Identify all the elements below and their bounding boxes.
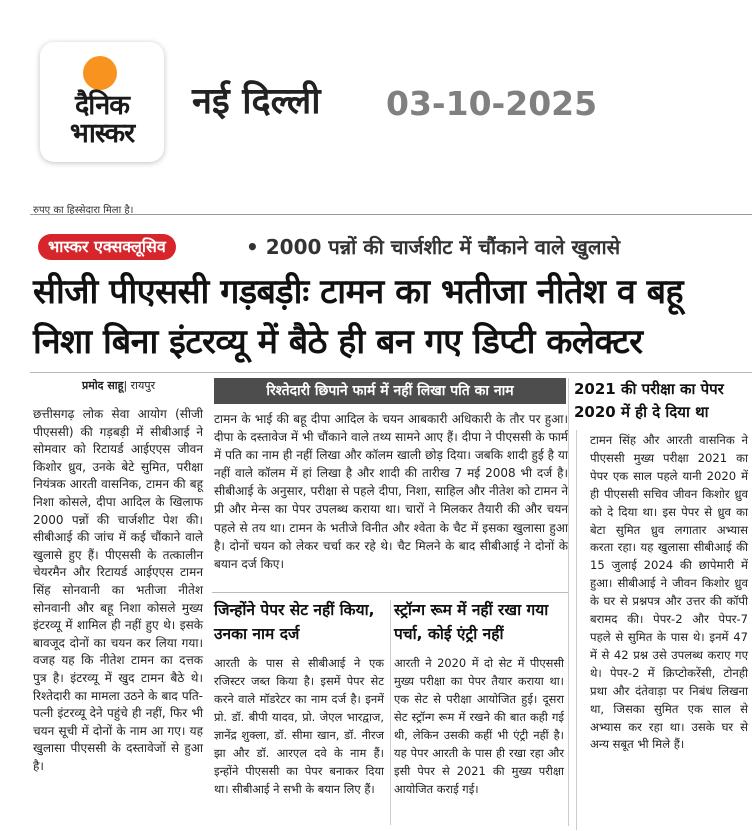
previous-article-cutline: रुपए का हिस्सेदारा मिला है। (33, 205, 134, 216)
logo-text-dainik: दैनिक (74, 90, 130, 121)
byline-city: | रायपुर (123, 379, 156, 392)
exclusive-kicker-badge: भास्कर एक्सक्लूसिव (38, 234, 176, 260)
middle-subhead: रिश्तेदारी छिपाने फार्म में नहीं लिखा पति का नाम (214, 378, 566, 404)
dainik-bhaskar-logo (40, 42, 164, 162)
column-1-body: छत्तीसगढ़ लोक सेवा आयोग (सीजी पीएससी) की गड़बड़ी में सीबीआई ने सोमवार को रिटायर्ड आईएएस जीवन किशोर ध्रुव, उनके बेटे सुमित, परीक्षा नियंत्रक आरती वासनिक, टामन की बहू निशा कोसले, दीपा आदिल के खिलाफ 2000 पन्नों की चार्जशीट पेश की। सीबीआई की जांच में कई चौंकाने वाले खुलासे हुए हैं। पीएससी के तत्कालीन चेयरमैन और रिटायर्ड आईएएस टामन सिंह सोनवानी का भतीजा नीतेश सोनवानी और बहू निशा कोसले मुख्य इंटरव्यू में शामिल ही नहीं हुए थे। इसके बावजूद दोनों का चयन कर लिया गया। वजह यह कि नीतेश टामन का दत्तक पुत्र है। इंटरव्यू में खुद टामन बैठे थे। रिश्तेदारी का मामला उठने के बाद पति-पत्नी इंटरव्यू देने पहुंचे ही नहीं, फिर भी चयन सूची में दोनों के नाम आ गए। यह खुलासा पीएससी के दस्तावेजों से हुआ है। (33, 407, 203, 773)
subhead-strong-room: स्ट्रॉन्ग रूम में नहीं रखा गया पर्चा, कोई एंट्री नहीं (394, 601, 549, 643)
right-subhead: 2021 की परीक्षा का पेपर 2020 में ही दे दिया था (574, 380, 724, 421)
logo-text-bhaskar: भास्कर (69, 118, 135, 149)
right-column-body: टामन सिंह और आरती वासनिक ने पीएससी मुख्य परीक्षा 2021 का पेपर एक साल पहले यानी 2020 में ही पीएससी सचिव जीवन किशोर ध्रुव को दे दिया था। इस पेपर से ध्रुव का बेटा सुमित ध्रुव लगातार अभ्यास करता रहा। यह खुलासा सीबीआई की 15 जुलाई 2024 की छापेमारी में हुआ। सीबीआई ने जीवन किशोर ध्रुव के घर से प्रश्नपत्र और उत्तर की कॉपी बरामद की। पेपर-2 और पेपर-7 पहले से सुमित के पास थे। इनमें 47 में से 42 प्रश्न उसे उपलब्ध कराए गए थे। पेपर-2 में क्रिप्टोकरेंसी, टोनही प्रथा और दंतेवाड़ा पर निबंध लिखना था, जिसका सुमित एक साल से अभ्यास कर रहा था। उसके घर से अन्य सबूत भी मिले हैं। (590, 433, 748, 752)
edition-city: नई दिल्ली (192, 81, 321, 122)
headline-line-2: निशा बिना इंटरव्यू में बैठे ही बन गए डिप्टी कलेक्टर (33, 322, 643, 362)
byline-author: प्रमोद साहू (82, 379, 124, 392)
sun-icon (83, 56, 117, 90)
edition-date: 03-10-2025 (386, 84, 598, 123)
divider (30, 214, 752, 215)
strong-room-body: आरती ने 2020 में दो सेट में पीएससी मुख्य परीक्षा का पेपर तैयार कराया था। एक सेट से परीक्षा आयोजित हुई। दूसरा सेट स्ट्रॉन्ग रूम में रखने की बात कही गई थी, लेकिन उसकी कहीं भी एंट्री नहीं है। यह पेपर आरती के पास ही रखा रहा और इसी पेपर से 2021 की मुख्य परीक्षा आयोजित कराई गई। (394, 656, 564, 796)
paper-setters-body: आरती के पास से सीबीआई ने एक रजिस्टर जब्त किया है। इसमें पेपर सेट करने वाले मॉडरेटर का नाम दर्ज है। इनमें प्रो. डॉ. बीपी यादव, प्रो. जेएल भारद्वाज, ज्ञानेंद्र शुक्ला, डॉ. सीमा खान, डॉ. नीरज झा और डॉ. आरएल दवे के नाम हैं। इन्होंने पीएससी का पेपर बनाकर दिया था। सीबीआई ने सभी के बयान लिए हैं। (214, 656, 384, 796)
headline-line-1: सीजी पीएससी गड़बड़ीः टामन का भतीजा नीतेश व बहू (33, 272, 684, 312)
middle-body: टामन के भाई की बहू दीपा आदिल के चयन आबकारी अधिकारी के तौर पर हुआ। दीपा के दस्तावेज में भी चौंकाने वाले तथ्य सामने आए हैं। दीपा ने पीएससी के फार्म में पति का नाम ही नहीं लिखा और कॉलम खाली छोड़ दिया। जबकि शादी हुई है या नहीं वाले कॉलम में हां लिखा है और शादी की तारीख 7 मई 2008 भी दर्ज है। सीबीआई के अनुसार, परीक्षा से पहले दीपा, निशा, साहिल और नीतेश को टामन ने प्री और मेन्स का पेपर उपलब्ध कराया था। चारों ने मिलकर तैयारी की और चयन पहले से तय था। टामन के भतीजे विनीत और श्वेता के चैट में इसका खुलासा हुआ है। दोनों चयन को लेकर चर्चा कर रहे थे। चैट मिलने के बाद सीबीआई ने दोनों के बयान दर्ज किए। (214, 412, 568, 571)
divider (212, 592, 568, 593)
divider (30, 372, 752, 373)
column-divider (568, 378, 569, 826)
subhead-paper-setters: जिन्होंने पेपर सेट नहीं किया, उनका नाम दर्ज (214, 601, 375, 643)
byline (82, 378, 155, 394)
kicker-text: • 2000 पन्नों की चार्जशीट में चौंकाने वाले खुलासे (246, 235, 621, 259)
column-divider (576, 430, 577, 830)
column-divider (390, 600, 391, 825)
